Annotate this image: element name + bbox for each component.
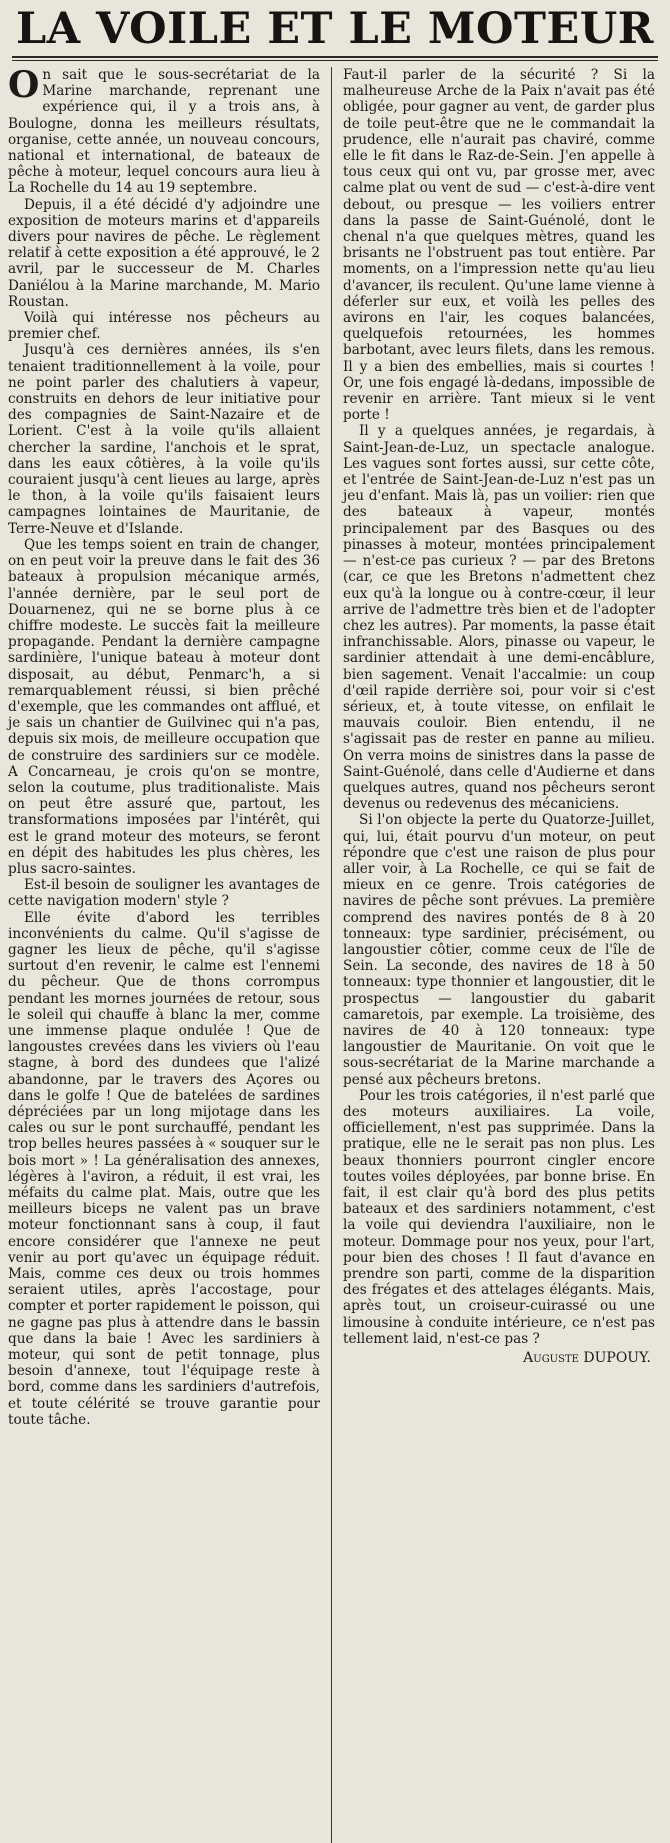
- paragraph: Que les temps soient en train de changer, on en peut voir la preuve dans le fait des 36 bateaux à propulsion mécanique armés, l'année dernière, par le seul port de Douarnenez, qui ne se borne plus à ce chiffre modeste. Le succès fait la meilleure propagande. Pendant la dernière campagne sardinière, l'unique bateau à moteur dont disposait, au début, Penmarc'h, a si remarquablement réussi, si bien prêché d'exemple, que les commandes ont afflué, et je sais un chantier de Guilvinec qui n'a pas, depuis six mois, de meilleure occupation que de construire des sardiniers sur ce modèle. A Concarneau, je crois qu'on se montre, selon la coutume, plus traditionaliste. Mais on peut être assuré que, partout, les transformations imposées par l'intérêt, qui est le grand moteur des moteurs, se feront en dépit des habitudes les plus chères, les plus sacro-saintes.: [8, 536, 320, 877]
- article-body: [6, 67, 664, 1843]
- column-divider: [331, 67, 332, 1843]
- paragraph: Jusqu'à ces dernières années, ils s'en tenaient traditionnellement à la voile, pour ne point parler des chalutiers à vapeur, construits en dehors de leur initiative pour des compagnies de Saint-Nazaire et de Lorient. C'est à la voile qu'ils allaient chercher la sardine, l'anchois et le sprat, dans les eaux côtières, à la voile qu'ils couraient jusqu'à cent lieues au large, après le thon, à la voile qu'ils faisaient leurs campagnes lointaines de Mauritanie, de Terre-Neuve et d'Islande.: [8, 342, 320, 537]
- paragraph: Il y a quelques années, je regardais, à Saint-Jean-de-Luz, un spectacle analogue. Les vagues sont fortes aussi, sur cette côte, et l'entrée de Saint-Jean-de-Luz n'est pas un jeu d'enfant. Mais là, pas un voilier: rien que des bateaux à vapeur, montés principalement par des Basques ou des pinasses à moteur, montées principalement — n'est-ce pas curieux ? — par des Bretons (car, ce que les Bretons n'admettent chez eux qu'à la longue ou à contre-cœur, il leur arrive de l'admettre très bien et de l'adopter chez les autres). Par moments, la passe était infranchissable. Alors, pinasse ou vapeur, le sardinier attendait à une demi-encâblure, bien sagement. Venait l'accalmie: un coup d'œil rapide derrière soi, pour voir si c'est sérieux, et, à toute vitesse, on enfilait le mauvais couloir. Bien entendu, il ne s'agissait pas de rester en panne au milieu. On verra moins de sinistres dans la passe de Saint-Guénolé, dans celle d'Audierne et dans quelques autres, quand nos pêcheurs seront devenus ou redevenus des mécaniciens.: [343, 423, 655, 813]
- paragraph: Faut-il parler de la sécurité ? Si la malheureuse Arche de la Paix n'avait pas été obligée, pour gagner au vent, de garder plus de toile peut-être que ne le commandait la prudence, elle n'aurait pas chaviré, comme elle le fit dans le Raz-de-Sein. J'en appelle à tous ceux qui ont vu, par grosse mer, avec calme plat ou vent de sud — c'est-à-dire vent debout, ou presque — les voiliers entrer dans la passe de Saint-Guénolé, dont le chenal n'a que quelques mètres, quand les brisants ne l'obstruent pas tout entière. Par moments, on a l'impression nette qu'au lieu d'avancer, ils reculent. Qu'une lame vienne à déferler sur eux, et voilà les pelles des avirons en l'air, les coques balancées, quelquefois retournées, les hommes barbotant, avec leurs filets, dans les remous. Il y a bien des embellies, mais si courtes ! Or, une fois engagé là-dedans, impossible de revenir en arrière. Tant mieux si le vent porte !: [343, 67, 655, 424]
- left-column: [6, 67, 328, 1843]
- drop-cap: O: [8, 67, 40, 106]
- article-title: LA VOILE ET LE MOTEUR: [15, 6, 654, 52]
- paragraph: Elle évite d'abord les terribles inconvénients du calme. Qu'il s'agisse de gagner les lieux de pêche, qu'il s'agisse surtout d'en revenir, le calme est l'ennemi du pêcheur. Que de thons corrompus pendant les mornes journées de retour, sous le soleil qui chauffe à blanc la mer, comme une immense plaque ondulée ! Que de langoustes crevées dans les viviers où l'eau stagne, à bord des dundees que l'alizé abandonne, par le travers des Açores ou dans le golfe ! Que de batelées de sardines dépréciées par un long mijotage dans les cales ou sur le pont surchauffé, pendant les trop belles heures passées à « souquer sur le bois mort » ! La généralisation des annexes, légères à l'aviron, a réduit, il est vrai, les méfaits du calme plat. Mais, outre que les meilleurs biceps ne valent pas un brave moteur fonctionnant sans à coup, il faut encore considérer que l'annexe ne peut venir au port qu'avec un équipage réduit. Mais, comme ces deux ou trois hommes seraient utiles, après l'accostage, pour compter et porter rapidement le poisson, qui ne gagne pas plus à attendre dans le bassin que dans la baie ! Avec les sardiniers à moteur, qui sont de petit tonnage, plus besoin d'annexe, tout l'équipage reste à bord, comme dans les sardiniers d'autrefois, et toute célérité se trouve garantie pour toute tâche.: [8, 909, 320, 1428]
- right-column: [335, 67, 657, 1843]
- paragraph-text: n sait que le sous-secrétariat de la Marine marchande, reprenant une expérience qui, il y a trois ans, à Boulogne, donna les meilleurs résultats, organise, cette année, un nouveau concours, national et international, de bateaux de pêche à moteur, lequel concours aura lieu à La Rochelle du 14 au 19 septembre.: [8, 67, 320, 197]
- paragraph: Est-il besoin de souligner les avantages de cette navigation modern' style ?: [8, 877, 320, 910]
- paragraph: Voilà qui intéresse nos pêcheurs au premier chef.: [8, 310, 320, 343]
- paragraph: Si l'on objecte la perte du Quatorze-Juillet, qui, lui, était pourvu d'un moteur, on peut répondre que c'est une raison de plus pour aller voir, à La Rochelle, ce qui se fait de mieux en ce genre. Trois catégories de navires de pêche sont prévues. La première comprend des navires pontés de 8 à 20 tonneaux: type sardinier, précisément, ou langoustier côtier, comme ceux de l'île de Sein. La seconde, des navires de 18 à 50 tonneaux: type thonnier et langoustier, dit le prospectus — langoustier du gabarit camaretois, par exemple. La troisième, des navires de 40 à 120 tonneaux: type langoustier de Mauritanie. On voit que le sous-secrétariat de la Marine marchande a pensé aux pêcheurs bretons.: [343, 812, 655, 1088]
- title-rule-thin: [12, 60, 658, 61]
- paragraph: Pour les trois catégories, il n'est parlé que des moteurs auxiliaires. La voile, officiellement, n'est pas supprimée. Dans la pratique, elle ne le serait pas non plus. Les beaux thonniers pourront cingler encore toutes voiles déployées, par bonne brise. En fait, il est clair qu'à bord des plus petits bateaux et des sardiniers notamment, c'est la voile qui deviendra l'auxiliaire, non le moteur. Dommage pour nos yeux, pour l'art, pour bien des choses ! Il faut d'avance en prendre son parti, comme de la disparition des frégates et des attelages élégants. Mais, après tout, un croiseur-cuirassé ou une limousine à conduite intérieure, ce n'est pas tellement laid, n'est-ce pas ?: [343, 1087, 655, 1347]
- paragraph: Depuis, il a été décidé d'y adjoindre une exposition de moteurs marins et d'appareils divers pour navires de pêche. Le règlement relatif à cette exposition a été approuvé, le 2 avril, par le successeur de M. Charles Daniélou à la Marine marchande, M. Mario Roustan.: [8, 196, 320, 310]
- author-signature: Auguste DUPOUY.: [523, 1350, 651, 1367]
- paragraph: [8, 67, 320, 197]
- title-rule: [12, 56, 658, 58]
